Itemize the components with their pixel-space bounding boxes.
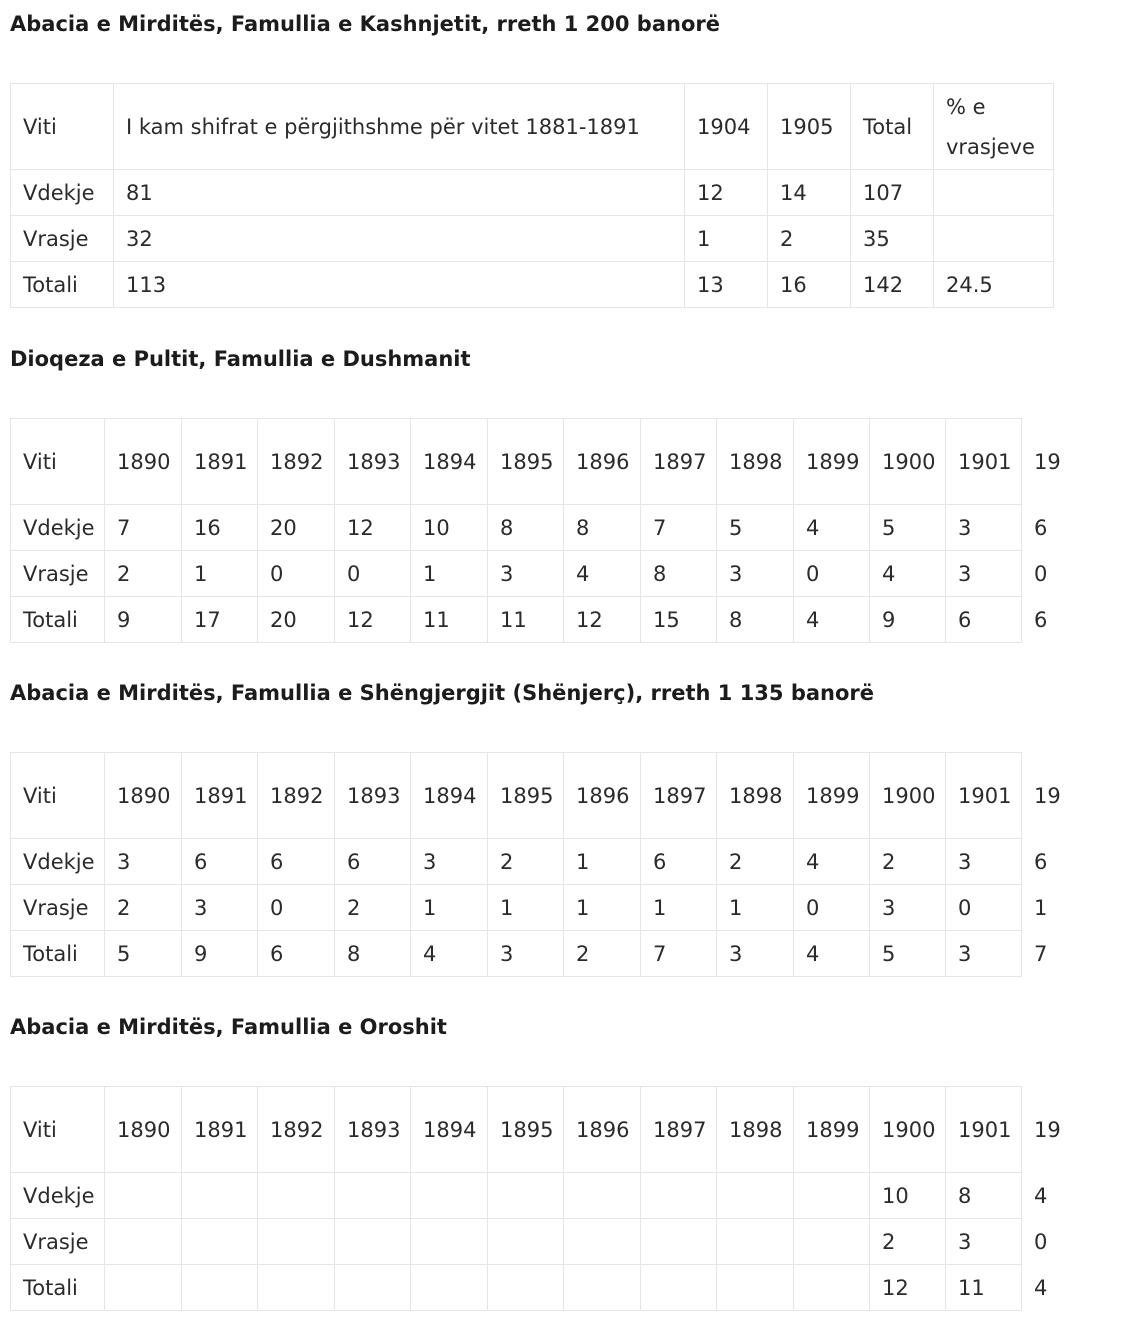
table-cell: 6 [641,839,717,885]
table-cell: 4 [870,551,946,597]
header-cell: 1891 [182,753,258,839]
table-cell: 1 [564,839,641,885]
header-cell: 1895 [488,419,564,505]
table-cell: 2 [335,885,411,931]
table-cell: 5 [105,931,182,977]
table-cell: 15 [641,597,717,643]
header-cell: 1892 [258,419,335,505]
header-cell: 1894 [411,419,488,505]
table-row: Vrasje 2 3 0 2 1 1 1 1 1 0 3 0 1 [11,885,1022,931]
table-cell: 0 [335,551,411,597]
table-cell: 4 [411,931,488,977]
table-cell: 5 [717,505,794,551]
header-cell: 1898 [717,1087,794,1173]
table-cell [258,1219,335,1265]
header-cell: Total [851,84,934,170]
table-cell: 1 [411,885,488,931]
table-cell [641,1265,717,1311]
table-cell: 3 [946,505,1022,551]
header-cell: 1900 [870,1087,946,1173]
header-cell: 1895 [488,753,564,839]
stats-table-shengjergj [10,752,1061,977]
table-cell [335,1219,411,1265]
table-row [11,262,1054,308]
table-cell: 12 [870,1265,946,1311]
table-cell: 7 [641,505,717,551]
table-cell: 2 [564,931,641,977]
stats-table-dushman [10,418,1061,643]
header-cell: 1890 [105,419,182,505]
table-cell: 0 [258,885,335,931]
row-label-cell: Vrasje [11,551,105,597]
row-label-cell: Totali [11,597,105,643]
header-cell: 1901 [946,419,1022,505]
table-cell: 9 [870,597,946,643]
table-cell: 107 [851,170,934,216]
table-row: Vdekje 7 16 20 12 10 8 8 7 5 4 5 3 6 [11,505,1022,551]
table-cell: 35 [851,216,934,262]
table-body [11,84,1054,308]
table-cell: 1 [641,885,717,931]
table-cell: 1 [488,885,564,931]
table-cell: 3 [870,885,946,931]
header-cell: 1901 [946,1087,1022,1173]
table-cell: 2 [870,1219,946,1265]
table-cell: 12 [335,505,411,551]
header-cell: 1891 [182,419,258,505]
table-cell: 4 [794,597,870,643]
table-cell: 2 [105,551,182,597]
stats-table-wrapper [10,418,1061,643]
table-cell [564,1173,641,1219]
stats-table-wrapper [10,83,1053,308]
table-cell: 32 [114,216,685,262]
table-cell: 6 [946,597,1022,643]
table-cell [564,1265,641,1311]
table-cell: 13 [685,262,768,308]
table-cell: 8 [641,551,717,597]
table-cell: 3 [182,885,258,931]
table-cell [411,1265,488,1311]
header-cell: 1898 [717,419,794,505]
table-row: Vrasje 2 3 0 [11,1219,1022,1265]
table-cell: 3 [946,839,1022,885]
table-cell: 9 [105,597,182,643]
table-cell: 6 [258,931,335,977]
table-cell: 2 [717,839,794,885]
table-cell [258,1265,335,1311]
header-cell: % e vrasjeve [934,84,1054,170]
stats-table-wrapper [10,1086,1061,1311]
table-cell: 2 [105,885,182,931]
header-cell: 1905 [768,84,851,170]
table-cell: 12 [564,597,641,643]
header-cell: 1894 [411,753,488,839]
table-cell: 8 [946,1173,1022,1219]
header-cell: 1890 [105,753,182,839]
table-cell: 12 [685,170,768,216]
header-cell: 1899 [794,1087,870,1173]
table-cell [794,1219,870,1265]
table-cell: 20 [258,597,335,643]
row-label-cell: Vdekje [11,1173,105,1219]
header-cell: 1892 [258,753,335,839]
header-cell: Viti [11,84,114,170]
header-cell: 1891 [182,1087,258,1173]
table-cell: 7 [641,931,717,977]
table-cell: 3 [946,1219,1022,1265]
row-label-cell: Vdekje [11,839,105,885]
header-cell: 1904 [685,84,768,170]
table-cell [105,1173,182,1219]
header-cell: Viti [11,419,105,505]
row-label-cell: Totali [11,1265,105,1311]
header-cell: 1892 [258,1087,335,1173]
table-cell: 11 [946,1265,1022,1311]
header-cell: 1897 [641,419,717,505]
table-cell: 3 [488,931,564,977]
table-cell [411,1173,488,1219]
stats-table-wrapper [10,752,1061,977]
table-cell: 3 [717,931,794,977]
table-cell: 3 [105,839,182,885]
header-cell: 1899 [794,753,870,839]
table-cell: 7 [105,505,182,551]
table-row: Vrasje 2 1 0 0 1 3 4 8 3 0 4 3 0 [11,551,1022,597]
table-cell [182,1219,258,1265]
table-cell [258,1173,335,1219]
table-cell: 6 [182,839,258,885]
table-cell: 0 [794,551,870,597]
table-cell: 20 [258,505,335,551]
table-cell: 3 [946,931,1022,977]
table-cell [717,1173,794,1219]
table-cell: 3 [488,551,564,597]
table-cell: 2 [768,216,851,262]
table-cell [335,1173,411,1219]
table-cell [488,1265,564,1311]
header-cell: 1893 [335,419,411,505]
row-label-cell: Totali [11,262,114,308]
table-cell: 11 [488,597,564,643]
header-cell: I kam shifrat e përgjithshme për vitet 1881-1891 [114,84,685,170]
table-cell: 4 [794,839,870,885]
header-cell: 1900 [870,419,946,505]
table-cell: 1 [717,885,794,931]
table-row: Totali 9 17 20 12 11 11 12 15 8 4 9 6 6 [11,597,1022,643]
table-row [11,170,1054,216]
section-heading: Abacia e Mirditës, Famullia e Kashnjetit, rreth 1 200 banorë [10,12,720,36]
table-row [11,216,1054,262]
table-cell: 3 [717,551,794,597]
table-cell: 12 [335,597,411,643]
table-cell: 17 [182,597,258,643]
table-cell: 81 [114,170,685,216]
table-cell [794,1173,870,1219]
section-heading: Dioqeza e Pultit, Famullia e Dushmanit [10,347,471,371]
header-cell: 1890 [105,1087,182,1173]
table-cell: 1 [564,885,641,931]
row-label-cell: Vrasje [11,216,114,262]
table-cell: 1 [182,551,258,597]
table-cell: 4 [794,931,870,977]
table-cell: 11 [411,597,488,643]
row-label-cell: Vdekje [11,505,105,551]
header-cell: 1900 [870,753,946,839]
table-cell [182,1265,258,1311]
table-cell: 4 [564,551,641,597]
header-cell: 1894 [411,1087,488,1173]
row-label-cell: Vrasje [11,1219,105,1265]
header-cell: 1897 [641,1087,717,1173]
table-cell: 16 [182,505,258,551]
table-cell [564,1219,641,1265]
table-cell: 5 [870,505,946,551]
table-cell [794,1265,870,1311]
table-cell [488,1219,564,1265]
table-cell: 24.5 [934,262,1054,308]
table-cell [105,1265,182,1311]
stats-table-orosh [10,1086,1061,1311]
table-cell: 5 [870,931,946,977]
header-cell: 1896 [564,753,641,839]
table-cell: 142 [851,262,934,308]
table-cell: 3 [411,839,488,885]
table-cell [488,1173,564,1219]
header-cell: 1893 [335,1087,411,1173]
header-cell: 1901 [946,753,1022,839]
row-label-cell: Vdekje [11,170,114,216]
table-cell: 2 [488,839,564,885]
section-heading: Abacia e Mirditës, Famullia e Shëngjergjit (Shënjerç), rreth 1 135 banorë [10,681,875,705]
header-cell: 1896 [564,1087,641,1173]
table-header-row [11,84,1054,170]
header-cell: 1898 [717,753,794,839]
stats-table-kashnjet [10,83,1054,308]
table-cell: 16 [768,262,851,308]
table-cell: 14 [768,170,851,216]
table-cell: 9 [182,931,258,977]
table-row: Vdekje 10 8 4 [11,1173,1022,1219]
table-cell: 0 [258,551,335,597]
table-cell: 10 [411,505,488,551]
table-row: Vdekje 3 6 6 6 3 2 1 6 2 4 2 3 6 [11,839,1022,885]
row-label-cell: Totali [11,931,105,977]
section-heading: Abacia e Mirditës, Famullia e Oroshit [10,1015,447,1039]
table-cell: 8 [564,505,641,551]
table-cell: 4 [794,505,870,551]
table-cell: 6 [258,839,335,885]
row-label-cell: Vrasje [11,885,105,931]
table-cell: 8 [335,931,411,977]
table-row: Totali 12 11 4 [11,1265,1022,1311]
table-cell: 0 [946,885,1022,931]
table-header-row: Viti 1890 1891 1892 1893 1894 1895 1896 1897 1898 1899 1900 1901 19 [11,753,1022,839]
table-cell: 3 [946,551,1022,597]
table-row: Totali 5 9 6 8 4 3 2 7 3 4 5 3 7 [11,931,1022,977]
header-cell: Viti [11,753,105,839]
table-cell: 6 [335,839,411,885]
table-cell: 10 [870,1173,946,1219]
header-cell: 1897 [641,753,717,839]
header-cell: 1899 [794,419,870,505]
table-cell [934,170,1054,216]
table-cell [717,1219,794,1265]
table-cell: 8 [488,505,564,551]
table-body [11,1087,1061,1311]
table-cell [717,1265,794,1311]
table-body [11,419,1061,643]
table-header-row: Viti 1890 1891 1892 1893 1894 1895 1896 1897 1898 1899 1900 1901 19 [11,1087,1022,1173]
header-cell: 1893 [335,753,411,839]
table-cell: 1 [685,216,768,262]
header-cell: Viti [11,1087,105,1173]
table-cell [105,1219,182,1265]
header-cell: 1895 [488,1087,564,1173]
table-cell [182,1173,258,1219]
table-cell: 2 [870,839,946,885]
table-header-row: Viti 1890 1891 1892 1893 1894 1895 1896 1897 1898 1899 1900 1901 19 [11,419,1022,505]
table-cell [335,1265,411,1311]
table-cell [641,1173,717,1219]
table-cell: 1 [411,551,488,597]
table-cell: 8 [717,597,794,643]
table-cell [934,216,1054,262]
header-cell: 1896 [564,419,641,505]
table-cell [641,1219,717,1265]
table-cell [411,1219,488,1265]
table-cell: 113 [114,262,685,308]
table-cell: 0 [794,885,870,931]
table-body [11,753,1061,977]
